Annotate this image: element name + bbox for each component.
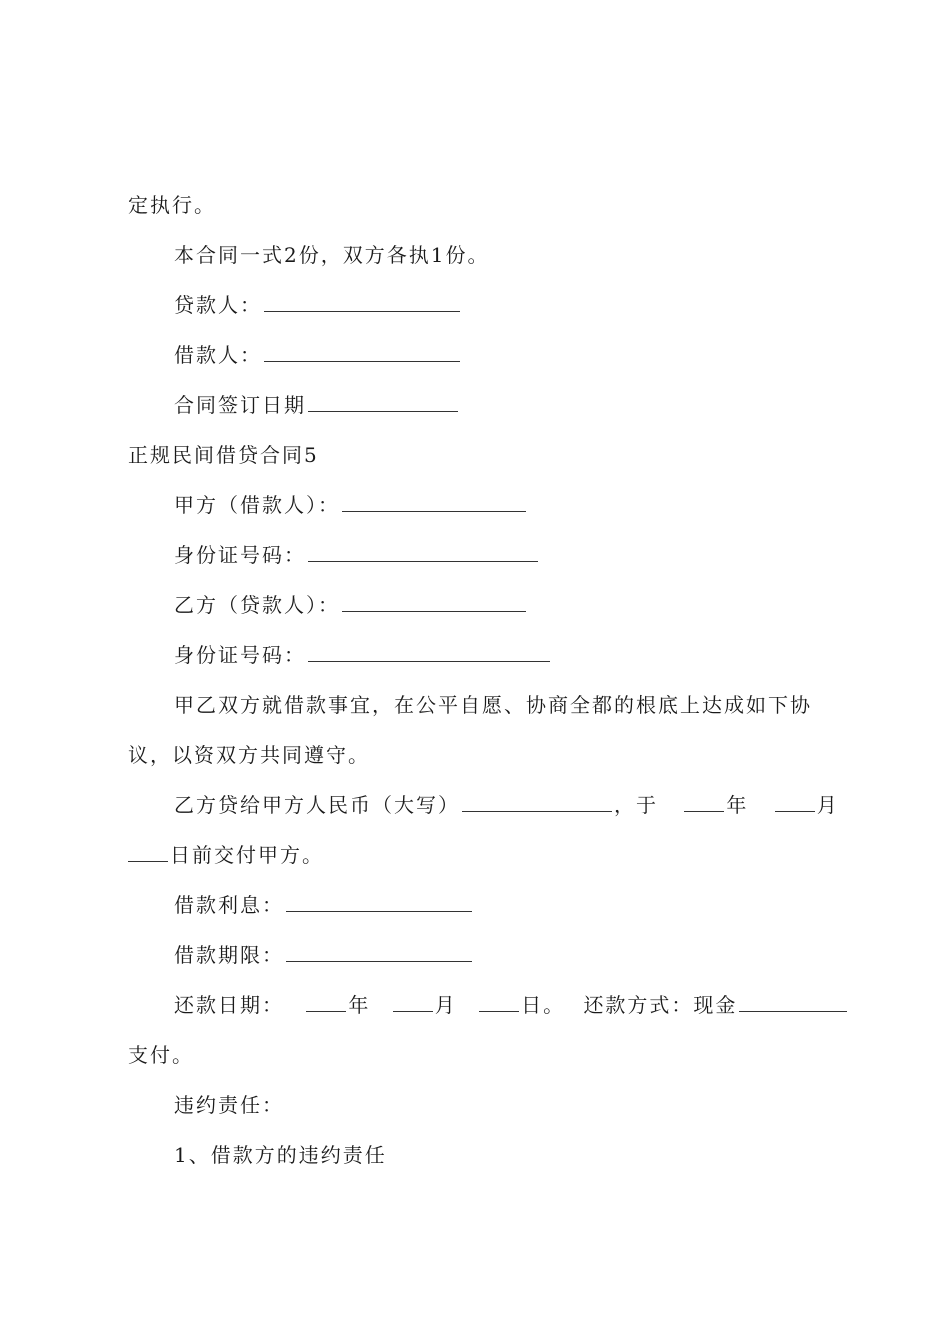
repay-month-blank[interactable] [393, 991, 433, 1012]
text-line [174, 691, 812, 719]
party-b-id-blank[interactable] [308, 641, 550, 662]
party-a-line [174, 491, 528, 519]
text-line [128, 741, 370, 769]
repay-method-label: 还款方式：现金 [583, 993, 738, 1017]
term-blank[interactable] [286, 941, 472, 962]
repay-method-blank[interactable] [739, 991, 847, 1012]
loan-day-blank[interactable] [128, 841, 168, 862]
interest-line [174, 891, 474, 919]
text-continuation: 定执行。 [128, 193, 216, 217]
term-line [174, 941, 474, 969]
loan-year-blank[interactable] [684, 791, 724, 812]
loan-amount-line [174, 791, 839, 819]
loan-month-blank[interactable] [775, 791, 815, 812]
loan-day-line [128, 841, 324, 869]
repayment-line [174, 991, 849, 1019]
repay-year-blank[interactable] [306, 991, 346, 1012]
year-label: 年 [726, 793, 749, 817]
agreement-intro: 甲乙双方就借款事宜，在公平自愿、协商全都的根底上达成如下协 [174, 693, 812, 717]
borrower-signature-line [174, 341, 462, 369]
repay-day-blank[interactable] [479, 991, 519, 1012]
breach-heading: 违约责任： [174, 1093, 284, 1117]
borrower-blank[interactable] [264, 341, 460, 362]
party-a-blank[interactable] [342, 491, 526, 512]
party-a-id-line [174, 541, 540, 569]
text-line [128, 1041, 194, 1069]
party-a-label: 甲方（借款人）： [174, 493, 340, 517]
text-line [128, 191, 216, 219]
interest-label: 借款利息： [174, 893, 284, 917]
party-a-id-label: 身份证号码： [174, 543, 306, 567]
section-title [128, 441, 319, 469]
term-label: 借款期限： [174, 943, 284, 967]
party-b-label: 乙方（贷款人）： [174, 593, 340, 617]
party-a-id-blank[interactable] [308, 541, 538, 562]
sign-date-label: 合同签订日期 [174, 393, 306, 417]
borrower-breach-item: 1、借款方的违约责任 [174, 1143, 387, 1167]
interest-blank[interactable] [286, 891, 472, 912]
sign-date-blank[interactable] [308, 391, 458, 412]
sign-date-line [174, 391, 460, 419]
repay-day-label: 日。 [521, 993, 566, 1017]
repay-date-label: 还款日期： [174, 993, 284, 1017]
lender-blank[interactable] [264, 291, 460, 312]
loan-amount-label: 乙方贷给甲方人民币（大写） [174, 793, 460, 817]
party-b-id-label: 身份证号码： [174, 643, 306, 667]
contract-title: 正规民间借贷合同5 [128, 443, 319, 467]
party-b-line [174, 591, 528, 619]
agreement-intro-cont: 议，以资双方共同遵守。 [128, 743, 370, 767]
delivery-label: 日前交付甲方。 [170, 843, 324, 867]
lender-label: 贷款人： [174, 293, 262, 317]
payment-cont: 支付。 [128, 1043, 194, 1067]
text-line [174, 1141, 387, 1169]
repay-month-label: 月 [434, 993, 457, 1017]
text-line [174, 1091, 284, 1119]
loan-amount-blank[interactable] [462, 791, 612, 812]
loan-on-label: ，于 [614, 793, 658, 817]
party-b-id-line [174, 641, 552, 669]
lender-signature-line [174, 291, 462, 319]
party-b-blank[interactable] [342, 591, 526, 612]
text-line [174, 241, 489, 269]
borrower-label: 借款人： [174, 343, 262, 367]
copies-clause: 本合同一式2份，双方各执1份。 [174, 243, 490, 267]
month-label: 月 [816, 793, 839, 817]
repay-year-label: 年 [348, 993, 371, 1017]
